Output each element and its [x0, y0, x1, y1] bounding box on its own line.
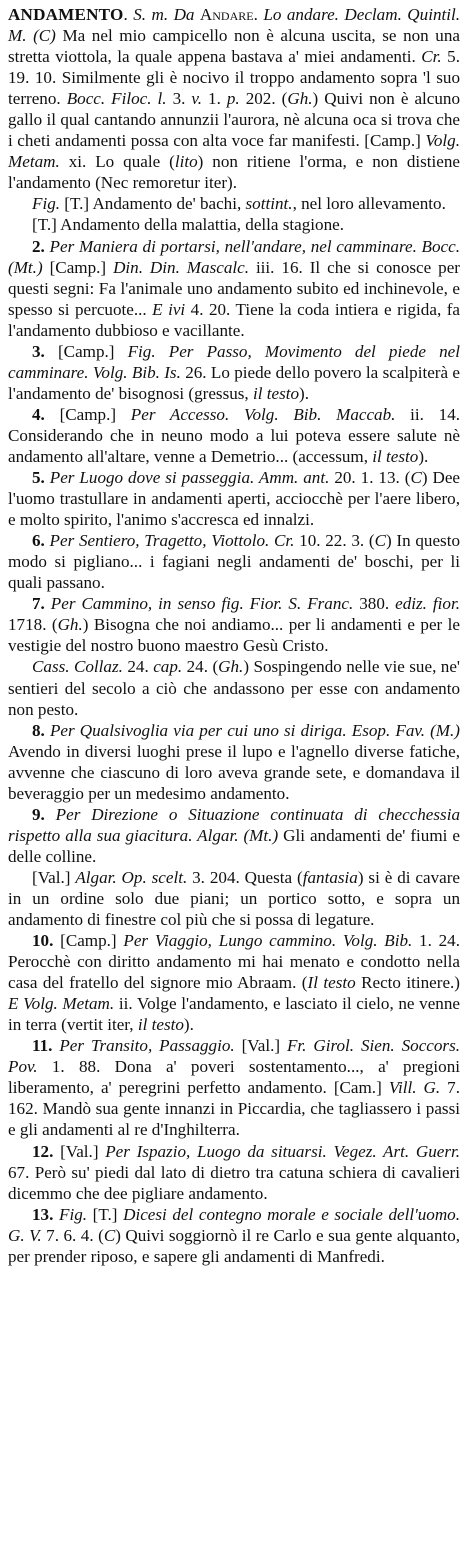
- entry-text: Il testo: [307, 973, 356, 993]
- entry-text: ) Bisogna che noi andiamo... per li andamenti e per le vestigie del nostro buono maestro Gesù Cristo.: [8, 615, 460, 656]
- entry-sense: [8, 1035, 460, 1140]
- entry-sense: [8, 193, 460, 214]
- entry-text: Per Qualsivoglia via per cui uno si diriga. Esop. Fav. (M.): [49, 720, 461, 740]
- entry-text: , nel loro allevamento.: [292, 194, 446, 214]
- sense-number: 8.: [32, 720, 50, 740]
- entry-sense: [8, 236, 460, 341]
- sense-number: 2.: [32, 236, 50, 256]
- entry-text: ) Sospingendo nelle vie sue, ne' sentieri del secolo a ciò che andassono per esse con andamento non pesto.: [8, 657, 461, 719]
- entry-text: ii. Volge l'andamento, e lasciato il cielo, ne venne in terra (vertit iter,: [8, 994, 460, 1035]
- entry-text: 1. 24. Perocchè con diritto andamento mi hai menato e condotto nella casa del fratello del signore mio Abraam. (: [8, 931, 460, 993]
- entry-text: [Camp.]: [57, 341, 128, 361]
- entry-text: Per Maniera di portarsi, nell'andare, nel camminare. Bocc. (Mt.): [8, 236, 460, 277]
- entry-sense: [8, 930, 460, 1035]
- entry-text: ) Quivi soggiornò il re Carlo e sua gente alquanto, per prender riposo, e sapere gli andamenti di Manfredi.: [8, 1225, 461, 1266]
- entry-text: Cr.: [421, 47, 442, 67]
- entry-text: Avendo in diversi luoghi prese il lupo e l'agnello diverse fatiche, avvenne che ciascuno di loro aveva grande sete, e domandava il beveraggio per un medesimo andamento.: [8, 741, 460, 803]
- entry-text: 67. Però su' piedi dal lato di dietro tra catuna schiera di cavalieri dicemmo che dee pigliare andamento.: [8, 1162, 460, 1203]
- entry-text: 380.: [353, 594, 396, 614]
- entry-text: Per Ispazio, Luogo da situarsi. Vegez. Art. Guerr.: [105, 1141, 461, 1161]
- entry-sense: [8, 656, 460, 719]
- entry-definition: [8, 4, 460, 193]
- entry-text: Dicesi del contegno morale e sociale dell'uomo. G. V.: [8, 1204, 460, 1245]
- entry-text: Per Viaggio, Lungo cammino. Volg. Bib.: [123, 931, 413, 951]
- entry-text: C: [103, 1225, 116, 1245]
- entry-text: 1718. (: [8, 615, 58, 635]
- entry-text: ).: [299, 383, 309, 403]
- entry-text: Fig.: [59, 1204, 88, 1224]
- entry-text: Fig.: [32, 194, 61, 214]
- entry-text: 5. 19. 10. Similmente gli è nocivo il troppo andamento sopra 'l suo terreno.: [8, 47, 461, 109]
- sense-number: 9.: [32, 804, 56, 824]
- entry-text: il testo: [137, 1015, 184, 1035]
- entry-text: Gh.: [218, 657, 244, 677]
- entry-text: Per Direzione o Situazione continuata di checchessia rispetto alla sua giacitura. Algar. (Mt.): [8, 804, 460, 845]
- entry-text: Vill. G.: [388, 1078, 441, 1098]
- entry-text: Per Luogo dove si passeggia. Amm. ant.: [49, 468, 330, 488]
- entry-text: lito: [174, 152, 198, 172]
- entry-text: Andare: [199, 5, 254, 24]
- entry-sense: [8, 341, 460, 404]
- entry-text: [Camp.]: [42, 257, 114, 277]
- entry-text: ) Quivi non è alcuno gallo il qual cantando annunzii l'aurora, nè alcuna oca si trova che i cheti andamenti possa con alta voce far manifesti. [Camp.]: [8, 89, 461, 151]
- sense-number: 10.: [32, 931, 61, 951]
- sense-number: 4.: [32, 404, 60, 424]
- entry-text: Fig. Per Passo, Movimento del piede nel camminare. Volg. Bib. Is.: [8, 341, 460, 382]
- entry-text: ).: [183, 1015, 194, 1035]
- entry-sense: [8, 467, 460, 530]
- entry-text: [T.]: [87, 1204, 124, 1224]
- sense-number: 7.: [32, 594, 51, 614]
- entry-text: sottint.: [245, 194, 293, 214]
- entry-text: Gh.: [57, 615, 83, 635]
- entry-text: cap.: [153, 657, 183, 677]
- entry-text: ) non ritiene l'orma, e non distiene l'andamento (Nec remoretur iter).: [8, 152, 460, 193]
- entry-text: il testo: [252, 383, 300, 403]
- entry-text: 10. 22. 3. (: [294, 531, 375, 551]
- entry-text: Per Transito, Passaggio.: [59, 1036, 235, 1056]
- entry-text: Gh.: [287, 89, 313, 109]
- entry-text: il testo: [372, 446, 419, 466]
- headword: ANDAMENTO: [8, 5, 124, 24]
- entry-sense: [8, 1141, 460, 1204]
- entry-text: .: [123, 5, 134, 24]
- entry-text: Din. Din. Mascalc.: [113, 257, 249, 277]
- entry-sense: [8, 404, 460, 467]
- entry-text: fantasia: [302, 867, 358, 887]
- entry-sense: [8, 804, 460, 867]
- entry-text: Fr. Girol. Sien. Soccors. Pov.: [8, 1036, 460, 1077]
- entry-text: 24. (: [182, 657, 219, 677]
- entry-text: [Val.]: [234, 1036, 287, 1056]
- entry-text: Per Sentiero, Tragetto, Viottolo. Cr.: [49, 531, 295, 551]
- entry-text: xi. Lo quale (: [59, 152, 175, 172]
- sense-number: 13.: [32, 1204, 59, 1224]
- entry-text: Recto itinere.): [355, 973, 461, 993]
- entry-sense: [8, 720, 460, 804]
- entry-text: [Camp.]: [59, 404, 131, 424]
- entry-text: 7. 6. 4. (: [41, 1225, 104, 1245]
- entry-text: 3.: [166, 89, 192, 109]
- entry-text: Per Cammino, in senso fig. Fior. S. Franc.: [50, 594, 354, 614]
- entry-sense: [8, 593, 460, 656]
- entry-text: S. m. Da: [133, 5, 200, 24]
- entry-text: v.: [191, 89, 202, 109]
- entry-text: [Val.]: [32, 867, 76, 887]
- entry-text: ediz. fior.: [395, 594, 460, 614]
- sense-number: 11.: [32, 1036, 60, 1056]
- entry-text: Volg. Metam.: [8, 131, 460, 172]
- entry-text: E ivi: [152, 299, 186, 319]
- entry-text: 26. Lo piede dello povero la scalpiterà e l'andamento de' bisognosi (gressus,: [8, 362, 460, 403]
- dictionary-entry-andamento: [8, 4, 460, 1267]
- entry-sense: [8, 214, 460, 235]
- entry-text: ) In questo modo si pigliano... i fagiani negli andamenti de' boschi, per li quali passano.: [8, 531, 461, 593]
- sense-number: 6.: [32, 531, 50, 551]
- entry-text: C: [374, 531, 386, 551]
- entry-text: Cass. Collaz.: [32, 657, 123, 677]
- entry-text: [T.] Andamento de' bachi,: [60, 194, 246, 214]
- sense-number: 12.: [32, 1141, 61, 1161]
- entry-text: ii. 14. Considerando che in neuno modo a lui poteva essere salute nè andamento all'altare, venne a Demetrio... (accessum,: [8, 404, 461, 466]
- entry-text: 1. 88. Dona a' poveri sostentamento..., a' pregioni liberamento, a' peregrini perfetto andamento. [Cam.]: [8, 1057, 460, 1098]
- entry-text: Bocc. Filoc. l.: [66, 89, 167, 109]
- entry-text: 7. 162. Mandò sua gente innanzi in Piccardia, che tagliassero i passi e gli andamenti al re d'Inghilterra.: [8, 1078, 461, 1140]
- entry-text: ) si è di cavare in un ordine solo due piani; un portico sotto, e sopra un andamento di finestre col più che si possa di legature.: [8, 867, 460, 930]
- entry-text: C: [410, 468, 422, 488]
- sense-number: 5.: [32, 468, 50, 488]
- entry-text: Ma nel mio campicello non è alcuna uscita, se non una stretta viottola, la quale appena bastava a' miei andamenti.: [8, 26, 460, 67]
- entry-text: Gli andamenti de' fiumi e delle colline.: [8, 825, 460, 866]
- entry-text: .: [253, 5, 264, 24]
- entry-text: Algar. Op. scelt.: [75, 867, 188, 887]
- entry-text: 1.: [202, 89, 227, 109]
- entry-text: 20. 1. 13. (: [329, 468, 411, 488]
- entry-text: 24.: [122, 657, 154, 677]
- entry-text: E Volg. Metam.: [8, 994, 115, 1014]
- entry-text: ).: [418, 446, 429, 466]
- entry-text: 3. 204. Questa (: [187, 867, 303, 887]
- sense-number: 3.: [32, 341, 58, 361]
- entry-text: Per Accesso. Volg. Bib. Maccab.: [130, 404, 396, 424]
- entry-text: [T.] Andamento della malattia, della stagione.: [32, 215, 345, 235]
- entry-text: iii. 16. Il che si conosce per questi segni: Fa l'animale uno andamento subito ed inchinevole, e spesso si percuote...: [8, 257, 460, 319]
- entry-text: [Val.]: [60, 1141, 106, 1161]
- entry-text: ) Dee l'uomo trastullare in andamenti aperti, acciocchè per l'aere libero, e molto spirito, l'animo s'accresca ed innalzi.: [8, 468, 461, 530]
- entry-sense: [8, 1204, 460, 1267]
- entry-sense: [8, 530, 460, 593]
- entry-text: Lo andare. Declam. Quintil. M. (C): [8, 5, 461, 46]
- entry-text: 202. (: [239, 89, 288, 109]
- entry-text: p.: [226, 89, 240, 109]
- entry-text: 4. 20. Tiene la coda intiera e rigida, fa l'andamento dubbioso e vacillante.: [8, 299, 460, 340]
- entry-sense: [8, 867, 460, 930]
- entry-text: [Camp.]: [60, 931, 124, 951]
